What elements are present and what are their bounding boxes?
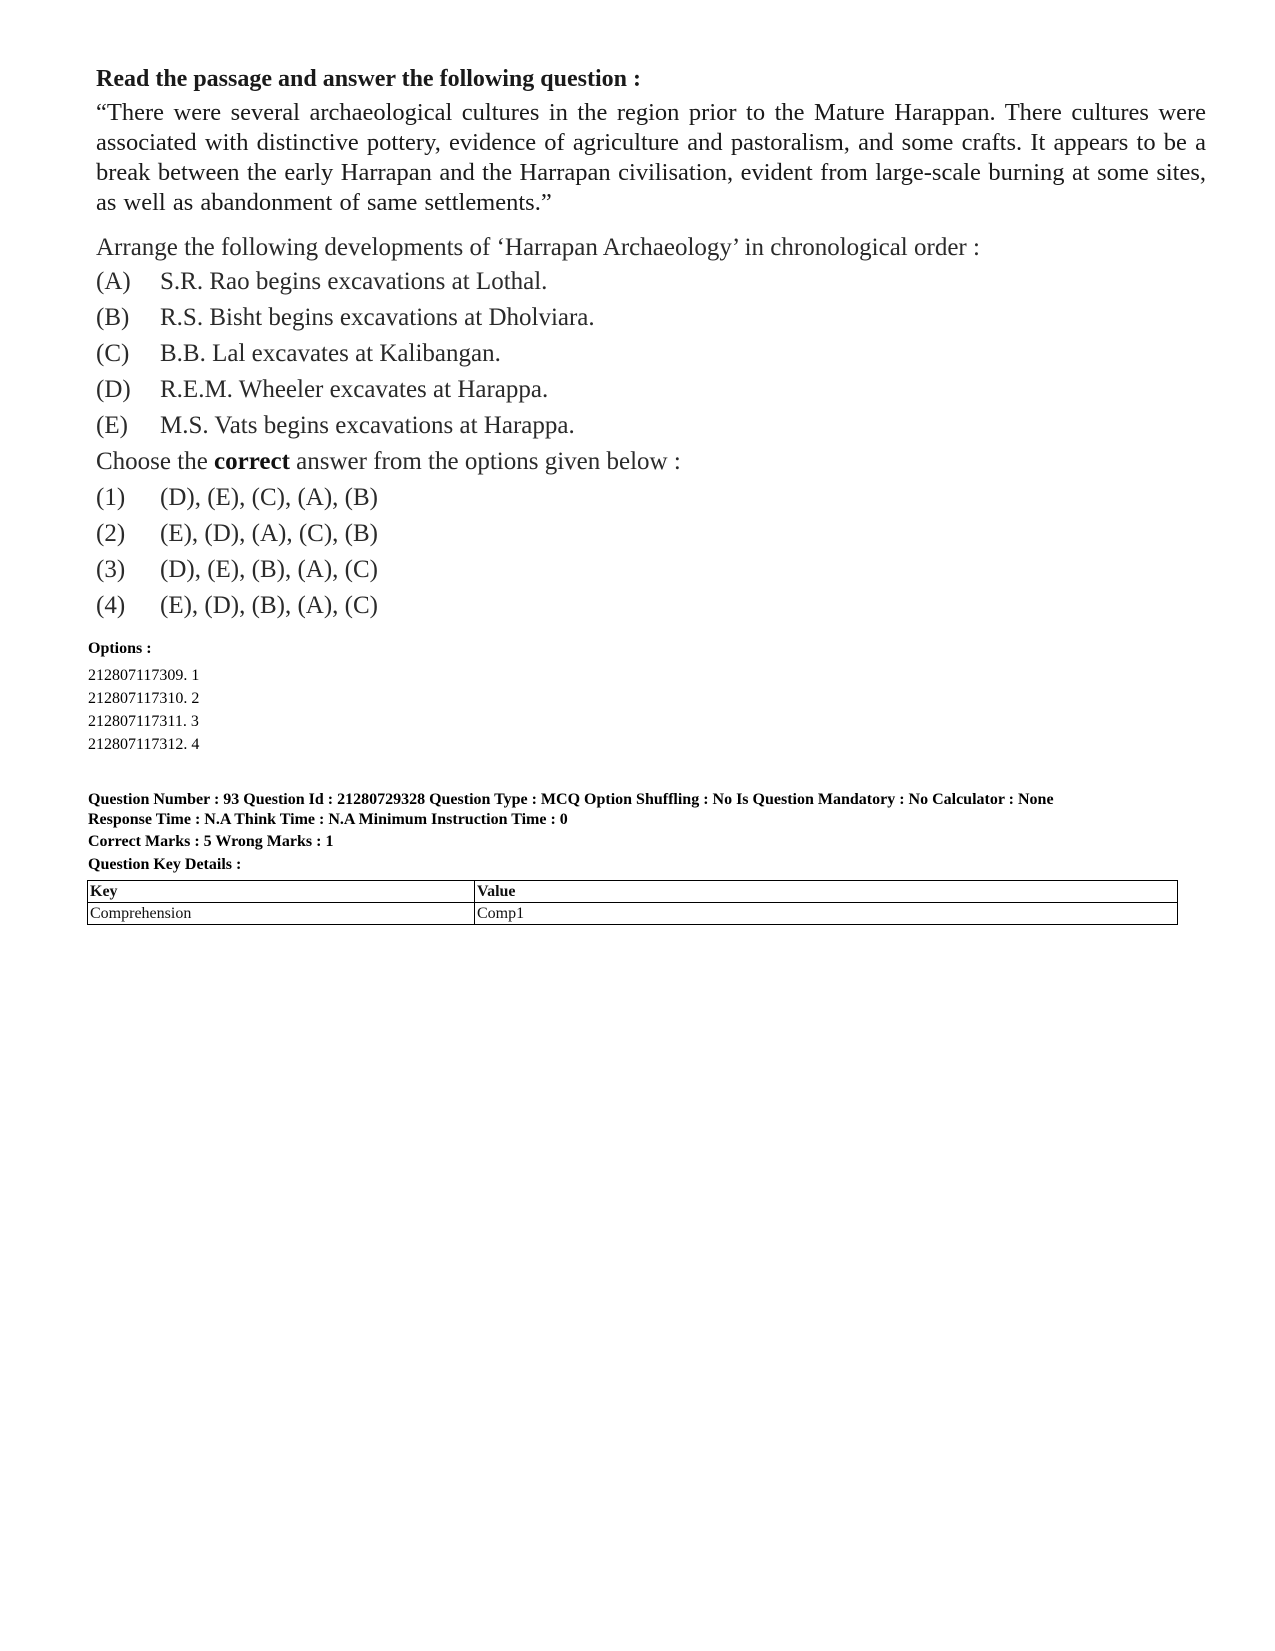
- development-item: [96, 300, 1206, 336]
- answer-label: (4): [96, 592, 126, 619]
- question-info-line1: Question Number : 93 Question Id : 21280729328 Question Type : MCQ Option Shuffling : No Is Question Mandatory : No Calculator : None: [88, 791, 1054, 808]
- answer-label: (3): [96, 556, 126, 583]
- choose-instruction: Choose the correct answer from the options given below :: [96, 448, 681, 475]
- emphasis-correct: correct: [214, 448, 290, 475]
- arrange-prompt: Arrange the following developments of ‘Harrapan Archaeology’ in chronological order :: [96, 234, 980, 261]
- question-info: [88, 790, 1188, 830]
- development-item: [96, 372, 1206, 408]
- question-heading: Read the passage and answer the following question :: [96, 66, 641, 92]
- answer-choice: [96, 516, 1206, 552]
- option-id-item: 212807117312. 4: [88, 736, 200, 753]
- development-item: [96, 336, 1206, 372]
- item-label: (B): [96, 304, 130, 331]
- options-title: Options :: [88, 640, 152, 657]
- table-cell-key: Comprehension: [88, 903, 475, 925]
- answer-text: (E), (D), (B), (A), (C): [160, 592, 378, 619]
- answer-choice: [96, 588, 1206, 624]
- answer-choice: [96, 552, 1206, 588]
- option-id-item: 212807117309. 1: [88, 667, 200, 684]
- development-item: [96, 264, 1206, 300]
- item-text: B.B. Lal excavates at Kalibangan.: [160, 340, 501, 367]
- item-text: R.S. Bisht begins excavations at Dholviara.: [160, 304, 595, 331]
- table-header-row: [88, 881, 1178, 903]
- answer-text: (D), (E), (B), (A), (C): [160, 556, 378, 583]
- passage-text: “There were several archaeological cultures in the region prior to the Mature Harappan. There cultures were associated with distinctive pottery, evidence of agriculture and pastoralism, and some crafts. It appears to be a break between the early Harrapan and the Harrapan civilisation, evident from large-scale burning at some sites, as well as abandonment of same settlements.”: [96, 99, 1206, 216]
- option-id-item: 212807117311. 3: [88, 713, 199, 730]
- answer-label: (1): [96, 484, 126, 511]
- question-info-line2: Response Time : N.A Think Time : N.A Minimum Instruction Time : 0: [88, 811, 568, 828]
- item-text: R.E.M. Wheeler excavates at Harappa.: [160, 376, 549, 403]
- table-row: [88, 903, 1178, 925]
- option-id-list: [88, 664, 199, 756]
- answer-list: [96, 480, 1206, 624]
- table-header-value: Value: [475, 881, 1178, 903]
- table-header-key: Key: [88, 881, 475, 903]
- item-text: S.R. Rao begins excavations at Lothal.: [160, 268, 548, 295]
- item-label: (A): [96, 268, 131, 295]
- table-cell-value: Comp1: [475, 903, 1178, 925]
- item-label: (C): [96, 340, 130, 367]
- answer-choice: [96, 480, 1206, 516]
- development-list: [96, 264, 1206, 444]
- option-id-item: 212807117310. 2: [88, 690, 200, 707]
- key-details-table: [87, 880, 1178, 925]
- key-details-title: Question Key Details :: [88, 856, 242, 873]
- question-image: [96, 60, 1206, 624]
- marks-info: Correct Marks : 5 Wrong Marks : 1: [88, 833, 334, 850]
- answer-text: (D), (E), (C), (A), (B): [160, 484, 378, 511]
- answer-label: (2): [96, 520, 126, 547]
- answer-text: (E), (D), (A), (C), (B): [160, 520, 378, 547]
- development-item: [96, 408, 1206, 444]
- item-text: M.S. Vats begins excavations at Harappa.: [160, 412, 575, 439]
- item-label: (D): [96, 376, 131, 403]
- item-label: (E): [96, 412, 128, 439]
